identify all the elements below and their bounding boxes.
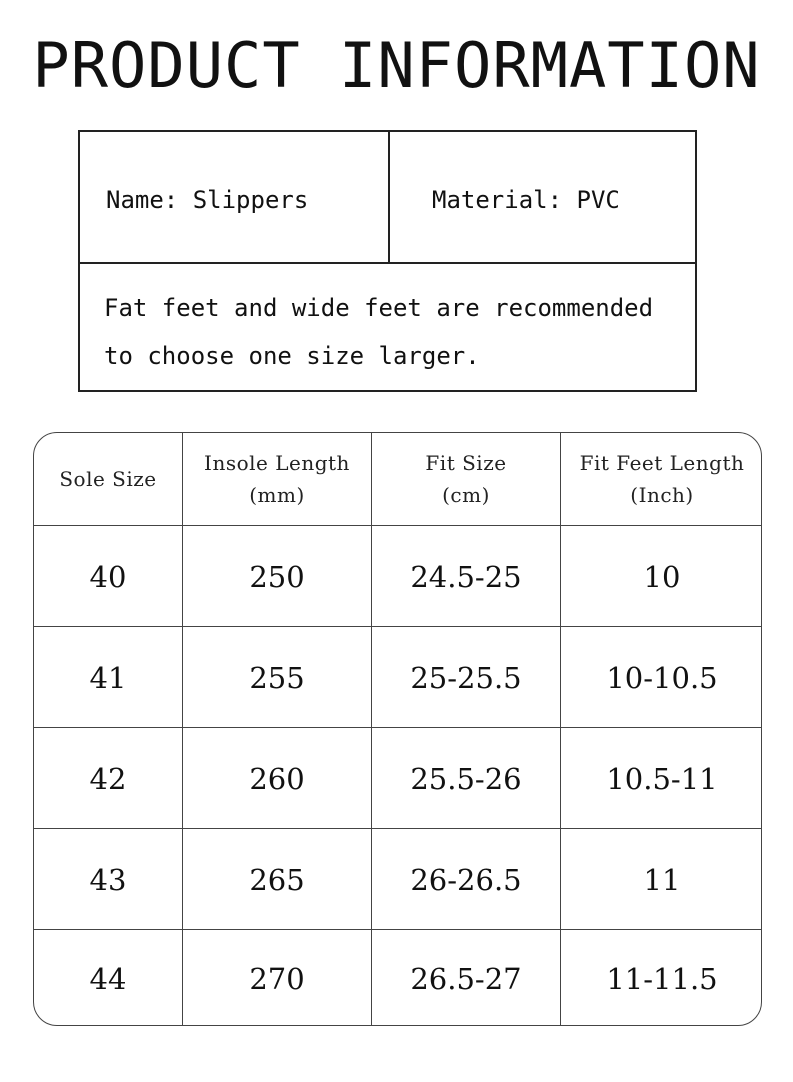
- sole-size-cell: 43: [89, 862, 127, 897]
- insole-length-cell: 265: [182, 829, 371, 930]
- info-divider: [388, 132, 390, 264]
- fit-size-cell: 26.5-27: [371, 930, 560, 1026]
- fit-size-cell: 26-26.5: [371, 829, 560, 930]
- table-row: [34, 929, 761, 1026]
- fit-feet-length-cell: 10-10.5: [560, 627, 762, 728]
- fit-feet-length-cell: 11: [560, 829, 762, 930]
- insole-length-cell: 260: [182, 728, 371, 829]
- sole-size-cell: 40: [89, 559, 127, 594]
- product-info-box: [78, 130, 697, 392]
- insole-length-cell: 250: [182, 526, 371, 627]
- header-fit-size: Fit Size (cm): [371, 433, 560, 525]
- table-row: [34, 525, 761, 627]
- fit-feet-length-cell: 10.5-11: [560, 728, 762, 829]
- table-header-row: [34, 433, 761, 525]
- header-insole-length: Insole Length (mm): [182, 433, 371, 525]
- sole-size-cell: 41: [89, 660, 127, 695]
- header-fit-feet-length: Fit Feet Length (Inch): [560, 433, 762, 525]
- insole-length-cell: 255: [182, 627, 371, 728]
- product-material: Material: PVC: [432, 186, 620, 214]
- header-sole-size: Sole Size: [59, 467, 157, 491]
- fit-size-cell: 25-25.5: [371, 627, 560, 728]
- page-title: PRODUCT INFORMATION: [32, 29, 761, 102]
- sole-size-cell: 42: [89, 761, 127, 796]
- fit-size-cell: 24.5-25: [371, 526, 560, 627]
- table-row: [34, 727, 761, 829]
- insole-length-cell: 270: [182, 930, 371, 1026]
- fit-feet-length-cell: 11-11.5: [560, 930, 762, 1026]
- sole-size-cell: 44: [89, 962, 127, 996]
- table-row: [34, 626, 761, 728]
- info-row-top: [80, 132, 695, 264]
- product-name: Name: Slippers: [106, 186, 309, 214]
- fit-size-cell: 25.5-26: [371, 728, 560, 829]
- table-row: [34, 828, 761, 930]
- size-chart-table: [33, 432, 762, 1026]
- size-recommendation-note: Fat feet and wide feet are recommended to choose one size larger.: [104, 294, 654, 370]
- fit-feet-length-cell: 10: [560, 526, 762, 627]
